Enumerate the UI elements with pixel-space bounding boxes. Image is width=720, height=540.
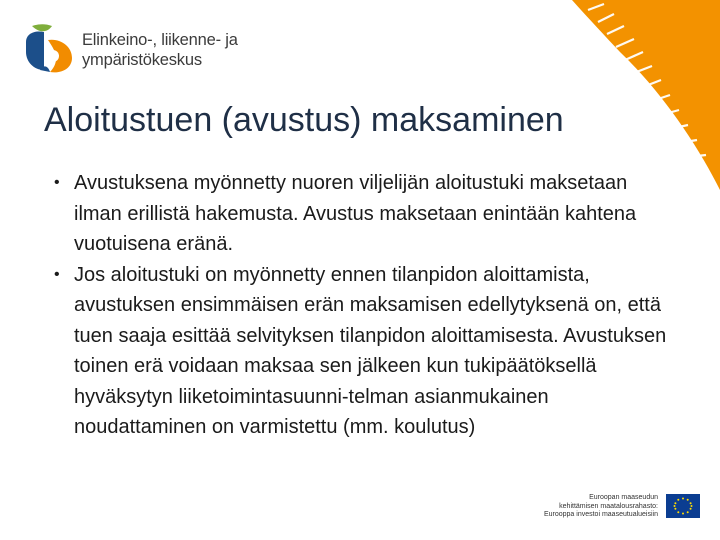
bullet-dot-icon: • <box>54 265 60 283</box>
bullet-dot-icon: • <box>54 174 60 191</box>
logo-text <box>82 30 238 70</box>
bullet-item <box>50 260 670 443</box>
eu-line3: Eurooppa investoi maaseutualueisiin <box>543 511 658 518</box>
eu-line1: Euroopan maaseudun <box>589 494 658 501</box>
bullet-list <box>50 168 670 443</box>
eu-flag-icon <box>666 494 700 518</box>
slide-title: Aloitustuen (avustus) maksaminen <box>44 101 564 139</box>
eu-text <box>540 494 658 520</box>
logo-line1: Elinkeino-, liikenne- ja <box>82 31 238 49</box>
bullet-text: Jos aloitustuki on myönnetty ennen tilanpidon aloittamista, avustuksen ensimmäisen erän maksamisen edellytyksenä on, että tuen saaja esittää selvityksen tilanpidon aloittamisesta. Avustuksen toinen erä voidaan maksaa sen jälkeen kun tukipäätöksellä hyväksytyn liiketoimintasuunni-telman asianmukainen noudattaminen on varmistettu (mm. koulutus) <box>74 263 667 438</box>
bullet-text: Avustuksena myönnetty nuoren viljelijän aloitustuki maksetaan ilman erillistä hakemusta. Avustus maksetaan enintään kahtena vuotuisena eränä. <box>74 172 637 255</box>
logo-line2: ympäristökeskus <box>82 51 202 69</box>
ely-logo <box>20 16 240 80</box>
eu-line2: kehittämisen maatalousrahasto: <box>559 502 658 510</box>
ely-logo-icon <box>20 20 76 76</box>
bullet-item <box>50 168 670 260</box>
eu-funding-mark <box>540 494 710 524</box>
